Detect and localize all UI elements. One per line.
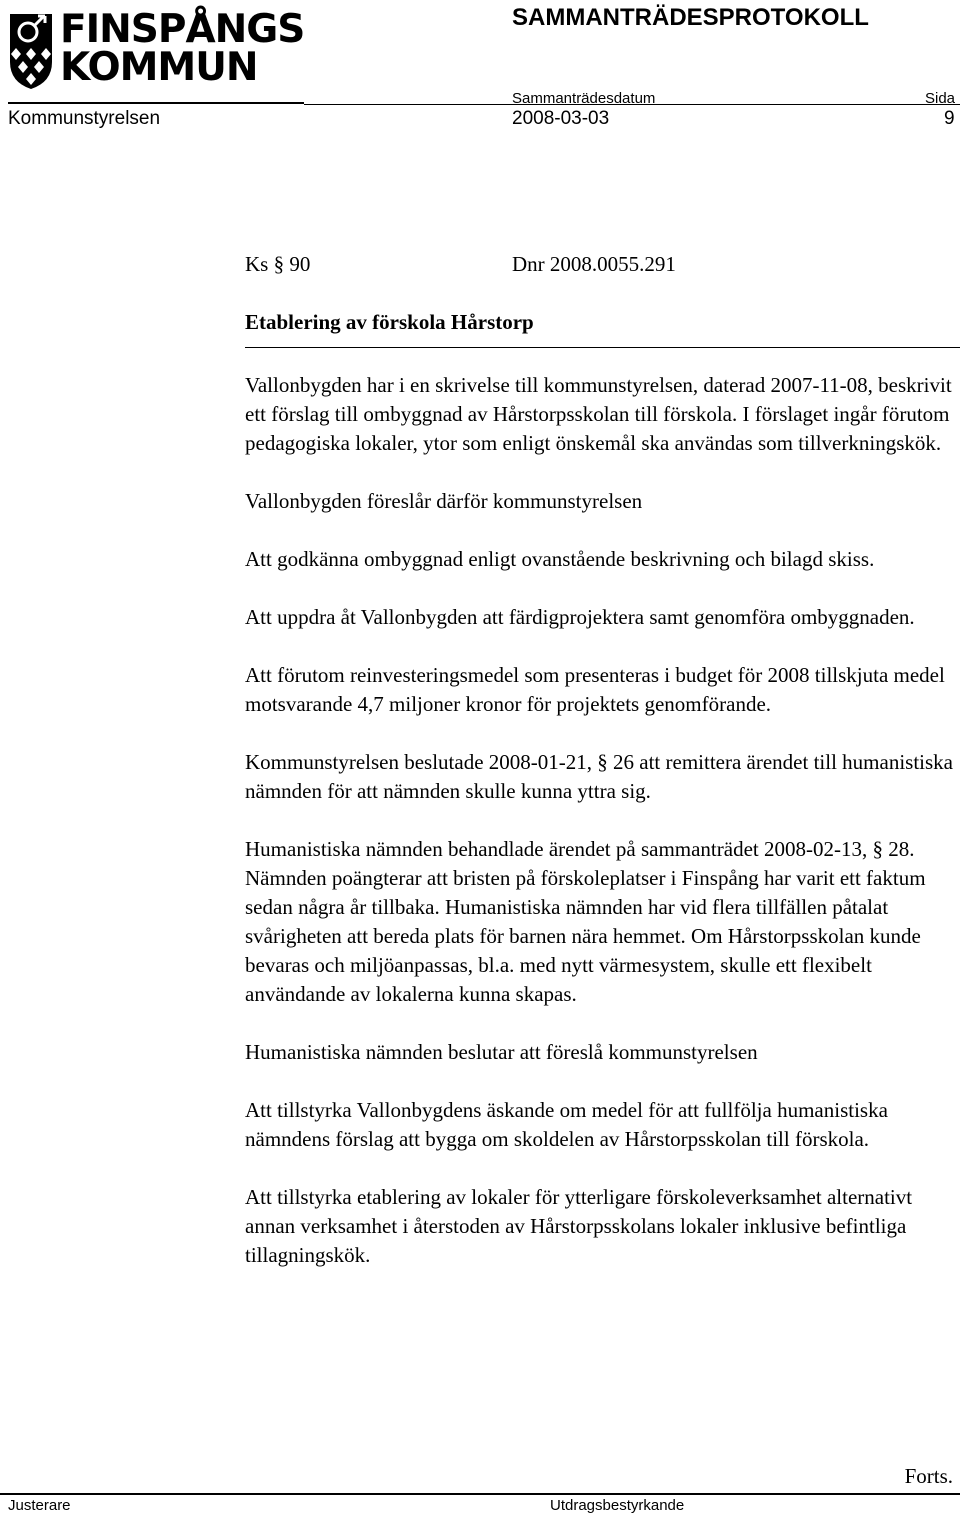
case-reference bbox=[245, 250, 960, 279]
meeting-date-value: 2008-03-03 bbox=[512, 108, 610, 129]
paragraph: Att tillstyrka etablering av lokaler för ytterligare förskoleverksamhet alternativt annan verksamhet i återstoden av Hårstorpsskolans lokaler inklusive befintliga tillagningskök. bbox=[245, 1185, 913, 1267]
document-type: SAMMANTRÄDESPROTOKOLL bbox=[512, 4, 869, 31]
continued-marker: Forts. bbox=[904, 1464, 953, 1488]
case-title: Etablering av förskola Hårstorp bbox=[245, 310, 534, 334]
paragraph: Att uppdra åt Vallonbygden att färdigprojektera samt genomföra ombyggnaden. bbox=[245, 605, 915, 629]
municipality-logo bbox=[8, 6, 308, 92]
paragraph: Humanistiska nämnden beslutar att föreslå kommunstyrelsen bbox=[245, 1040, 758, 1064]
logo-text-line2: KOMMUN bbox=[60, 45, 258, 90]
page-label: Sida bbox=[925, 90, 956, 107]
page-number: 9 bbox=[944, 108, 955, 129]
paragraph: Humanistiska nämnden behandlade ärendet på sammanträdet 2008-02-13, § 28. Nämnden poängterar att bristen på förskoleplatser i Finspång har varit ett faktum sedan några år tillbaka. Humanistiska nämnden har vid flera tillfällen påtalat svårigheten att bereda plats för barnen nära hemmet. Om Hårstorpsskolan kunde bevaras och miljöanpassas, bl.a. med nytt värmesystem, skulle ett flexibelt användande av lokalerna kunna skapas. bbox=[245, 837, 926, 1006]
logo-text-line1: FINSPÅNGS bbox=[60, 7, 305, 52]
title-rule bbox=[245, 347, 960, 348]
paragraph: Vallonbygden har i en skrivelse till kommunstyrelsen, daterad 2007-11-08, beskrivit ett förslag till ombyggnad av Hårstorpsskolan till förskola. I förslaget ingår förutom pedagogiska lokaler, ytor som enligt önskemål ska användas som tillverkningskök. bbox=[245, 373, 952, 455]
paragraph: Att godkänna ombyggnad enligt ovanstående beskrivning och bilagd skiss. bbox=[245, 547, 875, 571]
protocol-body bbox=[245, 250, 960, 1270]
meeting-date-label: Sammanträdesdatum bbox=[512, 90, 656, 107]
utdragsbestyrkande-label: Utdragsbestyrkande bbox=[550, 1497, 685, 1514]
paragraph: Att tillstyrka Vallonbygdens äskande om medel för att fullfölja humanistiska nämndens förslag att bygga om skoldelen av Hårstorpsskolan till förskola. bbox=[245, 1098, 888, 1151]
header-rule-thick bbox=[8, 102, 304, 104]
justerare-label: Justerare bbox=[8, 1497, 71, 1514]
committee-name: Kommunstyrelsen bbox=[8, 108, 161, 129]
paragraph: Vallonbygden föreslår därför kommunstyrelsen bbox=[245, 489, 643, 513]
diary-number: Dnr 2008.0055.291 bbox=[512, 252, 676, 276]
paragraph: Att förutom reinvesteringsmedel som presenteras i budget för 2008 tillskjuta medel motsvarande 4,7 miljoner kronor för projektets genomförande. bbox=[245, 663, 945, 716]
paragraph-number: Ks § 90 bbox=[245, 252, 311, 276]
footer-rule bbox=[0, 1493, 960, 1495]
coat-of-arms-icon bbox=[8, 12, 54, 90]
paragraph: Kommunstyrelsen beslutade 2008-01-21, § 26 att remittera ärendet till humanistiska nämnden för att nämnden skulle kunna yttra sig. bbox=[245, 750, 954, 803]
